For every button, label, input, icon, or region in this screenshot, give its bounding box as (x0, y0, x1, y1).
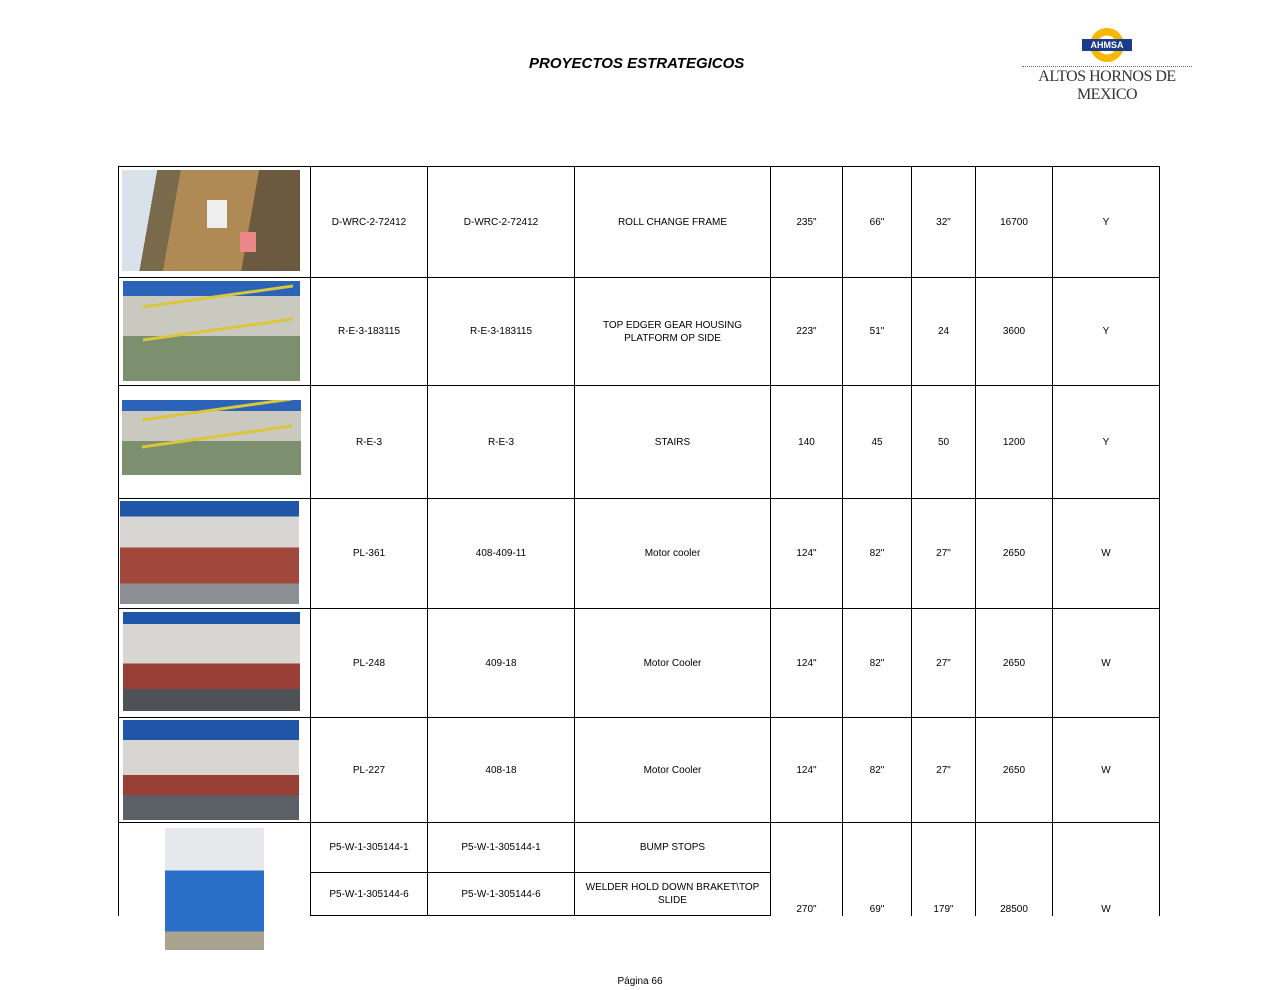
sub-row-bottom (310, 915, 770, 916)
photo-detail (142, 400, 292, 449)
cell-height: 27" (936, 657, 951, 669)
cell-part-number: P5-W-1-305144-6 (329, 888, 409, 900)
cell-drawing-number: R-E-3 (487, 436, 515, 448)
cell-part-number: PL-361 (352, 548, 386, 559)
cell-code: Y (1102, 216, 1110, 228)
cell-height: 32" (936, 216, 951, 228)
cell-code: W (1101, 764, 1111, 776)
cell-width: 82" (869, 548, 885, 559)
photo-motor-cooler-pl361 (120, 501, 299, 604)
cell-width: 45 (871, 436, 883, 448)
photo-bump-stops (165, 828, 264, 950)
cell-code: W (1101, 548, 1111, 559)
cell-weight: 28500 (1000, 903, 1028, 915)
cell-width: 51" (869, 326, 885, 337)
cell-weight: 2650 (1002, 657, 1026, 669)
cell-height: 27" (936, 764, 951, 776)
cell-part-number: PL-227 (352, 764, 386, 776)
cell-part-number: R-E-3 (355, 436, 383, 448)
col-divider (118, 166, 119, 916)
page-number: Página 66 (617, 976, 663, 987)
cell-description: Motor Cooler (643, 764, 702, 776)
cell-drawing-number: R-E-3-183115 (469, 326, 533, 337)
cell-length: 124" (796, 548, 817, 559)
photo-detail (143, 284, 293, 341)
cell-description: STAIRS (654, 436, 691, 448)
cell-width: 69" (869, 903, 885, 915)
cell-code: W (1101, 903, 1111, 915)
cell-width: 82" (869, 764, 885, 776)
cell-width: 66" (869, 216, 885, 228)
cell-width: 82" (869, 657, 885, 669)
cell-part-number: D-WRC-2-72412 (331, 216, 407, 228)
photo-roll-change-frame (122, 170, 300, 271)
logo-badge: AHMSA (1082, 39, 1132, 51)
cell-description: BUMP STOPS (639, 842, 706, 853)
cell-description: Motor cooler (644, 548, 701, 559)
page-title: PROYECTOS ESTRATEGICOS (529, 55, 745, 72)
cell-height: 50 (937, 436, 950, 448)
cell-drawing-number: D-WRC-2-72412 (463, 216, 539, 228)
cell-code: Y (1102, 436, 1110, 448)
cell-drawing-number: P5-W-1-305144-1 (461, 842, 541, 853)
photo-detail (207, 200, 227, 228)
cell-length: 140 (798, 436, 815, 448)
photo-motor-cooler-pl248 (123, 612, 300, 711)
photo-motor-cooler-pl227 (123, 720, 299, 820)
cell-weight: 16700 (1000, 216, 1028, 228)
cell-drawing-number: P5-W-1-305144-6 (461, 888, 541, 900)
cell-description: Motor Cooler (643, 657, 702, 669)
photo-edger-platform (123, 281, 300, 381)
col-divider (1159, 166, 1160, 916)
cell-length: 270" (796, 903, 817, 915)
photo-detail (240, 232, 256, 252)
cell-code: W (1101, 657, 1111, 669)
cell-weight: 3600 (1002, 326, 1026, 337)
cell-length: 124" (796, 657, 817, 669)
cell-drawing-number: 408-409-11 (475, 548, 527, 559)
cell-part-number: R-E-3-183115 (337, 326, 401, 337)
cell-description: WELDER HOLD DOWN BRAKET\TOP SLIDE (585, 882, 760, 906)
cell-height: 179" (933, 903, 954, 915)
cell-height: 27" (936, 548, 951, 559)
cell-drawing-number: 408-18 (485, 764, 517, 776)
cell-length: 223" (796, 326, 817, 337)
cell-part-number: P5-W-1-305144-1 (329, 842, 409, 853)
cell-length: 124" (796, 764, 817, 776)
logo-company-name: ALTOS HORNOS DE MEXICO (1038, 68, 1176, 103)
cell-weight: 1200 (1002, 436, 1026, 448)
cell-drawing-number: 409-18 (485, 657, 517, 669)
cell-weight: 2650 (1002, 548, 1026, 559)
cell-weight: 2650 (1002, 764, 1026, 776)
cell-description: TOP EDGER GEAR HOUSING PLATFORM OP SIDE (602, 319, 743, 344)
cell-code: Y (1102, 326, 1110, 337)
cell-height: 24 (937, 326, 950, 337)
photo-stairs (122, 400, 301, 475)
cell-description: ROLL CHANGE FRAME (617, 216, 728, 228)
cell-part-number: PL-248 (352, 657, 386, 669)
cell-length: 235" (796, 216, 817, 228)
